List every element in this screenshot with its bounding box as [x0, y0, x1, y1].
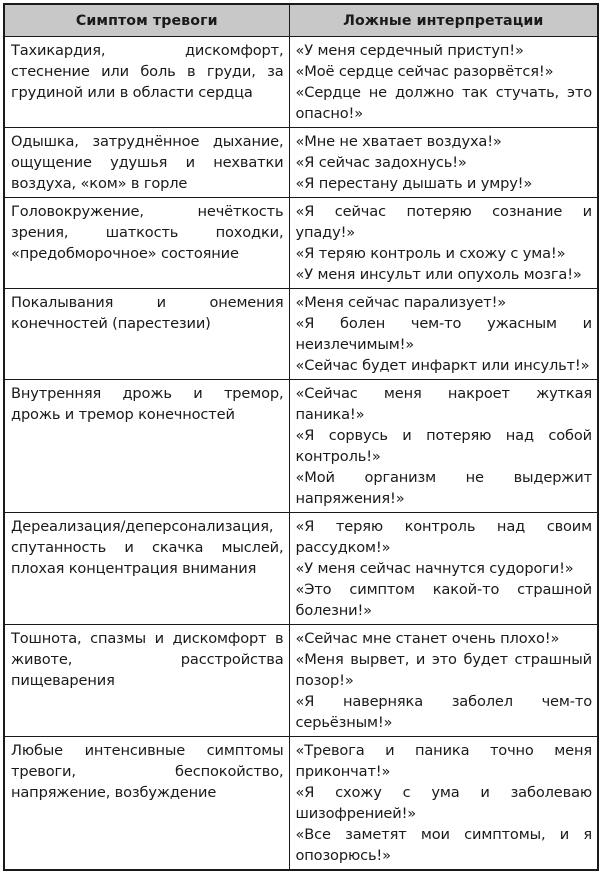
interpretations-cell	[289, 513, 598, 625]
table-row	[4, 380, 598, 513]
interpretation-line: «Сердце не должно так стучать, это опасно!»	[295, 84, 592, 122]
interpretation-line: «Я сейчас задохнусь!»	[295, 154, 467, 171]
interpretation-line: «Сейчас будет инфаркт или инсульт!»	[295, 357, 590, 374]
symptom-cell: Дереализация/деперсонализация, спутанность и скачка мыслей, плохая концентрация внимания	[4, 513, 289, 625]
interpretations-cell	[289, 198, 598, 289]
symptom-cell: Тахикардия, дискомфорт, стеснение или боль в груди, за грудиной или в области сердца	[4, 37, 289, 128]
symptom-cell: Головокружение, нечёткость зрения, шаткость походки, «предобморочное» состояние	[4, 198, 289, 289]
symptom-cell: Одышка, затруднённое дыхание, ощущение удушья и нехватки воздуха, «ком» в горле	[4, 128, 289, 198]
interpretation-line: «Я болен чем-то ужасным и неизлечимым!»	[295, 315, 592, 353]
table-row	[4, 128, 598, 198]
interpretation-line: «Я сорвусь и потеряю над собой контроль!»	[295, 427, 592, 465]
interpretation-line: «Моё сердце сейчас разорвётся!»	[295, 63, 554, 80]
table-row	[4, 625, 598, 737]
interpretations-cell	[289, 737, 598, 871]
interpretation-line: «Я сейчас потеряю сознание и упаду!»	[295, 203, 592, 241]
symptoms-table	[3, 3, 599, 871]
table-row	[4, 289, 598, 380]
table-header-row	[4, 4, 598, 37]
interpretation-line: «У меня сердечный приступ!»	[295, 42, 524, 59]
interpretations-cell	[289, 625, 598, 737]
interpretation-line: «Сейчас меня накроет жуткая паника!»	[295, 385, 592, 423]
table-row	[4, 37, 598, 128]
table-row	[4, 198, 598, 289]
interpretation-line: «Мой организм не выдержит напряжения!»	[295, 469, 592, 507]
interpretation-line: «Я теряю контроль над своим рассудком!»	[295, 518, 592, 556]
table-row	[4, 737, 598, 871]
symptom-cell: Внутренняя дрожь и тремор, дрожь и тремор конечностей	[4, 380, 289, 513]
interpretation-line: «Это симптом какой-то страшной болезни!»	[295, 581, 592, 619]
interpretation-line: «Сейчас мне станет очень плохо!»	[295, 630, 560, 647]
table-row	[4, 513, 598, 625]
interpretation-line: «Все заметят мои симптомы, и я опозорюсь!»	[295, 826, 592, 864]
interpretation-line: «У меня инсульт или опухоль мозга!»	[295, 266, 582, 283]
interpretation-line: «Я наверняка заболел чем-то серьёзным!»	[295, 693, 592, 731]
interpretation-line: «Меня вырвет, и это будет страшный позор!»	[295, 651, 592, 689]
symptom-cell: Тошнота, спазмы и дискомфорт в животе, расстройства пищеварения	[4, 625, 289, 737]
interpretation-line: «Я перестану дышать и умру!»	[295, 175, 533, 192]
column-header-symptom: Симптом тревоги	[4, 4, 289, 37]
interpretation-line: «Я теряю контроль и схожу с ума!»	[295, 245, 566, 262]
interpretation-line: «Меня сейчас парализует!»	[295, 294, 507, 311]
interpretations-cell	[289, 128, 598, 198]
column-header-interpretations: Ложные интерпретации	[289, 4, 598, 37]
interpretations-cell	[289, 380, 598, 513]
symptom-cell: Любые интенсивные симптомы тревоги, беспокойство, напряжение, возбуждение	[4, 737, 289, 871]
interpretation-line: «У меня сейчас начнутся судороги!»	[295, 560, 574, 577]
interpretation-line: «Тревога и паника точно меня прикончат!»	[295, 742, 592, 780]
symptom-cell: Покалывания и онемения конечностей (парестезии)	[4, 289, 289, 380]
interpretation-line: «Мне не хватает воздуха!»	[295, 133, 502, 150]
interpretations-cell	[289, 37, 598, 128]
interpretations-cell	[289, 289, 598, 380]
interpretation-line: «Я схожу с ума и заболеваю шизофренией!»	[295, 784, 592, 822]
